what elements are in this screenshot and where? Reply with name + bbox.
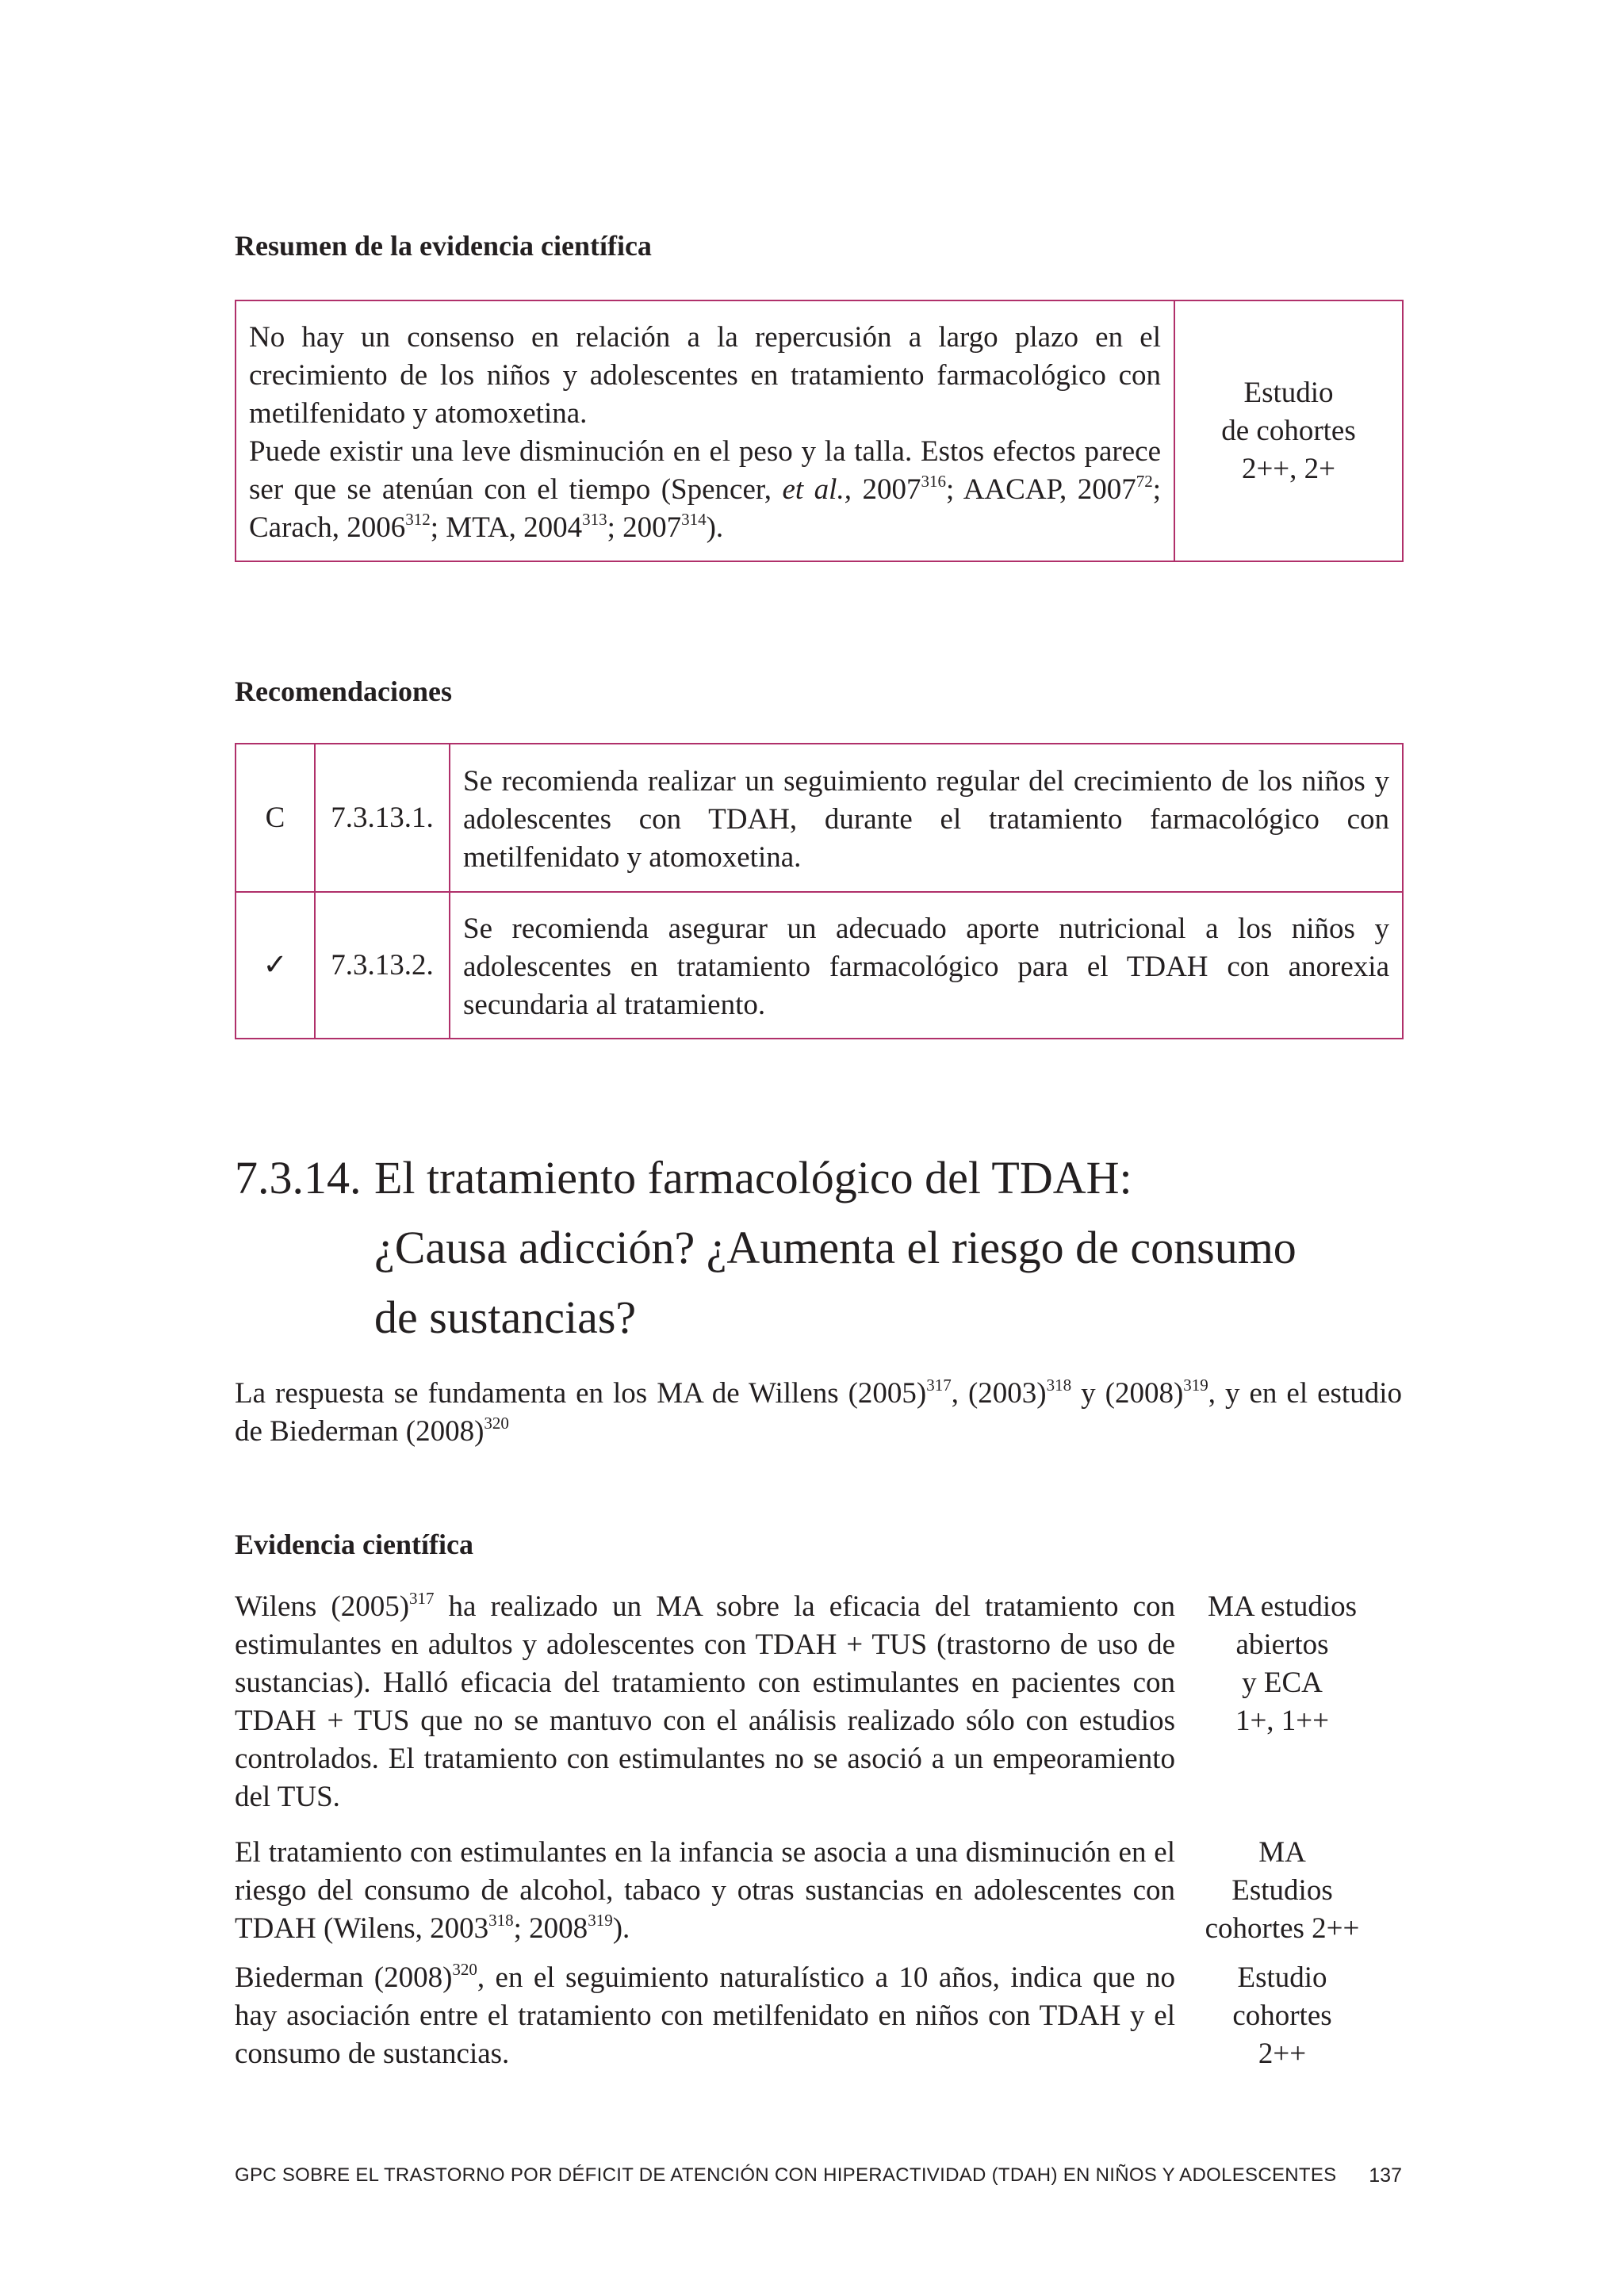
page-number: 137 (1369, 2164, 1402, 2187)
citation-ref: 320 (484, 1414, 509, 1433)
citation-ref: 317 (409, 1589, 435, 1608)
citation-ref: 317 (926, 1376, 952, 1395)
summary-evidence-level: Estudio de cohortes 2++, 2+ (1174, 300, 1403, 561)
evidence-item (235, 1834, 1402, 1953)
citation-ref: 313 (582, 509, 607, 529)
recommendation-code: 7.3.13.2. (315, 892, 450, 1039)
citation-ref: 316 (921, 471, 946, 491)
evidence-item (235, 1588, 1402, 1818)
citation-ref: 319 (1183, 1376, 1208, 1395)
citation-ref: 318 (1046, 1376, 1072, 1395)
evidence-level: MA Estudios cohortes 2++ (1205, 1836, 1360, 1945)
citation-ref: 312 (405, 509, 431, 529)
section-number: 7.3.14. (235, 1152, 362, 1203)
recommendation-grade-check-icon: ✓ (236, 892, 315, 1039)
recommendation-grade: C (236, 744, 315, 892)
recommendations-heading: Recomendaciones (235, 675, 452, 707)
evidence-level: MA estudios abiertos y ECA 1+, 1++ (1207, 1590, 1358, 1737)
evidence-level: Estudio cohortes 2++ (1232, 1961, 1332, 2070)
recommendation-row (236, 892, 1403, 1039)
summary-heading: Resumen de la evidencia científica (235, 230, 652, 262)
evidence-text: Wilens $(2005)^{317}$ ha realizado un MA sobre la eficacia del tratamiento con estimulantes en adultos y adolescentes con TDAH + TUS (trastorno de uso de sustancias). Halló eficacia del tratamiento con estimulantes en pacientes con TDAH + TUS que no se mantuvo con el análisis realizado sólo con estudios controlados. El tratamiento con estimulantes no se asoció a un empeoramiento del TUS. (235, 1589, 1175, 1813)
evidence-heading: Evidencia científica (235, 1529, 473, 1560)
evidence-text: Biederman $(2008)^{320}$, en el seguimiento naturalístico a 10 años, indica que no hay asociación entre el tratamiento con metilfenidato en niños con TDAH y el consumo de sustancias. (235, 1960, 1175, 2070)
summary-evidence-text (236, 300, 1174, 561)
citation-ref: 72 (1136, 471, 1153, 491)
summary-paragraph-2: Puede existir una leve disminución en el peso y la talla. Estos efectos parece ser que se atenúan con el tiempo (Spencer, et al., 2007$^{316}$; AACAP, 2007$^{72}$; Carach, 2006$^{312}$; MTA, 2004$^{313}$; 2007$^{314}$). (249, 434, 1162, 544)
citation-ref: 319 (588, 1911, 613, 1930)
summary-paragraph-1: No hay un consenso en relación a la repercusión a largo plazo en el crecimiento de los niños y adolescentes en tratamiento farmacológico con metilfenidato y atomoxetina. (249, 320, 1161, 430)
section-title: El tratamiento farmacológico del TDAH: ¿Causa adicción? ¿Aumenta el riesgo de consumo de sustancias? (374, 1152, 1297, 1343)
summary-evidence-table (235, 300, 1404, 562)
recommendation-text: Se recomienda realizar un seguimiento regular del crecimiento de los niños y adolescentes con TDAH, durante el tratamiento farmacológico con metilfenidato y atomoxetina. (450, 744, 1403, 892)
recommendation-code: 7.3.13.1. (315, 744, 450, 892)
evidence-item (235, 1959, 1402, 2078)
recommendations-table (235, 743, 1404, 1039)
footer-running-title: GPC SOBRE EL TRASTORNO POR DÉFICIT DE ATENCIÓN CON HIPERACTIVIDAD (TDAH) EN NIÑOS Y ADOLESCENTES (235, 2164, 1337, 2186)
citation-ref: 320 (452, 1960, 477, 1979)
citation-ref: 318 (488, 1911, 514, 1930)
recommendation-row (236, 744, 1403, 892)
evidence-text: El tratamiento con estimulantes en la infancia se asocia a una disminución en el riesgo del consumo de alcohol, tabaco y otras sustancias en adolescentes con TDAH (Wilens, 2003$^{318}$; 2008$^{319}$). (235, 1836, 1175, 1945)
citation-ref: 314 (681, 509, 707, 529)
intro-paragraph: La respuesta se fundamenta en los MA de Willens $(2005)^{317}$, $(2003)^{318}$ y $(2008)^{319}$, y en el estudio de Biederman $(2008)^{320}$ (235, 1376, 1402, 1448)
recommendation-text: Se recomienda asegurar un adecuado aporte nutricional a los niños y adolescentes en tratamiento farmacológico para el TDAH con anorexia secundaria al tratamiento. (450, 892, 1403, 1039)
